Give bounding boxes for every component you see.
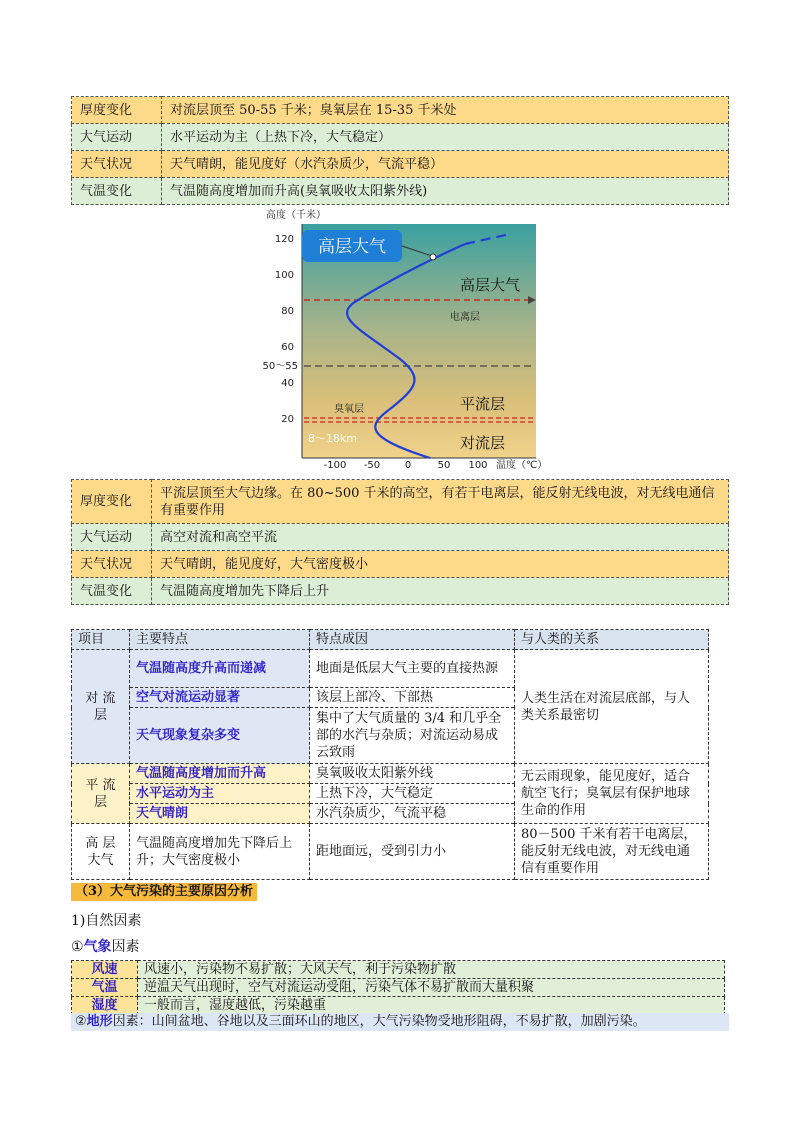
factor-value: 一般而言，湿度越低，污染越重: [138, 997, 725, 1015]
cause-cell: 上热下冷，大气稳定: [310, 784, 515, 804]
atmosphere-temperature-figure: [260, 204, 550, 474]
factor-label: 风速: [72, 961, 138, 979]
x-tick: 0: [404, 460, 412, 471]
feature-cell: 气温随高度升高而递减: [130, 650, 310, 688]
factor-suffix: 因素: [111, 939, 140, 955]
table-row: [72, 551, 729, 578]
relation-cell: 人类生活在对流层底部，与人类关系最密切: [515, 650, 709, 764]
table-row: [72, 151, 729, 178]
table-row: [72, 650, 709, 688]
table-row: [72, 178, 729, 205]
relation-cell: 无云雨现象，能见度好，适合航空飞行；臭氧层有保护地球生命的作用: [515, 764, 709, 824]
y-axis-label: 高度（千米）: [266, 210, 326, 221]
troposphere-height-label: 8～18km: [308, 432, 358, 445]
y-tick: 20: [281, 414, 294, 425]
table-header-row: [72, 630, 709, 650]
row-label: 大气运动: [72, 124, 162, 151]
layer-name: 高 层 大气: [72, 824, 130, 880]
y-tick: 80: [281, 306, 294, 317]
troposphere-label: 对流层: [460, 434, 506, 452]
table-row: [72, 764, 709, 784]
row-value: 对流层顶至 50-55 千米；臭氧层在 15-35 千米处: [162, 97, 729, 124]
feature-cell: 空气对流运动显著: [130, 688, 310, 708]
header-cell: 特点成因: [310, 630, 515, 650]
header-cell: 项目: [72, 630, 130, 650]
cause-cell: 水汽杂质少，气流平稳: [310, 804, 515, 824]
x-axis-label: 温度（℃）: [496, 460, 548, 471]
table-row: [72, 979, 725, 997]
layer-name: 对 流 层: [72, 650, 130, 764]
x-tick: -50: [363, 460, 381, 471]
relation-cell: 80－500 千米有若干电离层，能反射无线电波，对无线电通信有重要作用: [515, 824, 709, 880]
row-label: 天气状况: [72, 151, 162, 178]
table-row: [72, 124, 729, 151]
table-row: [72, 824, 709, 880]
circled-number: ②: [75, 1014, 87, 1029]
row-value: 天气晴朗，能见度好（水汽杂质少，气流平稳）: [162, 151, 729, 178]
y-tick: 100: [274, 270, 294, 281]
row-label: 厚度变化: [72, 97, 162, 124]
factor-value: 风速小，污染物不易扩散；大风天气，利于污染物扩散: [138, 961, 725, 979]
y-tick: 40: [281, 378, 294, 389]
x-tick: 50: [437, 460, 451, 471]
y-tick: 120: [274, 234, 294, 245]
row-label: 大气运动: [72, 524, 152, 551]
feature-cell: 天气晴朗: [130, 804, 310, 824]
subsection-weather-factors: [71, 936, 140, 956]
factor-label: 气温: [72, 979, 138, 997]
upper-atmosphere-table-mid: [71, 479, 729, 605]
feature-cell: 水平运动为主: [130, 784, 310, 804]
callout-label: 高层大气: [318, 237, 386, 257]
table-row: [72, 997, 725, 1015]
section-title: （3）大气污染的主要原因分析: [71, 883, 257, 901]
x-tick: 100: [468, 460, 488, 471]
row-label: 天气状况: [72, 551, 152, 578]
ozone-label: 臭氧层: [334, 404, 364, 415]
upper-atmosphere-label: 高层大气: [460, 276, 521, 294]
row-value: 气温随高度增加而升高(臭氧吸收太阳紫外线): [162, 178, 729, 205]
row-value: 水平运动为主（上热下冷，大气稳定）: [162, 124, 729, 151]
feature-cell: 气温随高度增加而升高: [130, 764, 310, 784]
weather-factors-table: [71, 960, 725, 1015]
upper-atmosphere-table-top: [71, 96, 729, 205]
ionosphere-label: 电离层: [450, 312, 480, 323]
feature-cell: 气温随高度增加先下降后上升；大气密度极小: [130, 824, 310, 880]
callout-dot: [430, 254, 436, 260]
row-label: 厚度变化: [72, 480, 152, 524]
terrain-factor-line: [71, 1013, 729, 1031]
atmosphere-layers-compare-table: [71, 629, 709, 880]
header-cell: 与人类的关系: [515, 630, 709, 650]
cause-cell: 该层上部冷、下部热: [310, 688, 515, 708]
feature-cell: 天气现象复杂多变: [130, 708, 310, 764]
row-label: 气温变化: [72, 578, 152, 605]
factor-label: 湿度: [72, 997, 138, 1015]
row-label: 气温变化: [72, 178, 162, 205]
layer-name: 平 流 层: [72, 764, 130, 824]
weather-keyword: 气象: [83, 939, 112, 955]
table-row: [72, 97, 729, 124]
factor-value: 逆温天气出现时，空气对流运动受阻，污染气体不易扩散而大量积聚: [138, 979, 725, 997]
cause-cell: 地面是低层大气主要的直接热源: [310, 650, 515, 688]
terrain-text: 因素：山间盆地、谷地以及三面环山的地区，大气污染物受地形阻碍，不易扩散，加剧污染。: [112, 1014, 646, 1029]
stratosphere-label: 平流层: [460, 395, 506, 413]
subsection-natural-factors: 1)自然因素: [71, 913, 142, 929]
cause-cell: 距地面远，受到引力小: [310, 824, 515, 880]
row-value: 气温随高度增加先下降后上升: [152, 578, 729, 605]
table-row: [72, 578, 729, 605]
circled-number: ①: [71, 939, 84, 955]
y-tick: 60: [281, 342, 294, 353]
terrain-keyword: 地形: [86, 1014, 113, 1029]
table-row: [72, 480, 729, 524]
y-tick: 50～55: [262, 361, 298, 372]
table-row: [72, 524, 729, 551]
header-cell: 主要特点: [130, 630, 310, 650]
x-tick: -100: [323, 460, 347, 471]
row-value: 平流层顶至大气边缘。在 80~500 千米的高空，有若干电离层，能反射无线电波，对无线电通信有重要作用: [152, 480, 729, 524]
cause-cell: 臭氧吸收太阳紫外线: [310, 764, 515, 784]
cause-cell: 集中了大气质量的 3/4 和几乎全部的水汽与杂质；对流运动易成云致雨: [310, 708, 515, 764]
row-value: 天气晴朗，能见度好，大气密度极小: [152, 551, 729, 578]
table-row: [72, 961, 725, 979]
row-value: 高空对流和高空平流: [152, 524, 729, 551]
